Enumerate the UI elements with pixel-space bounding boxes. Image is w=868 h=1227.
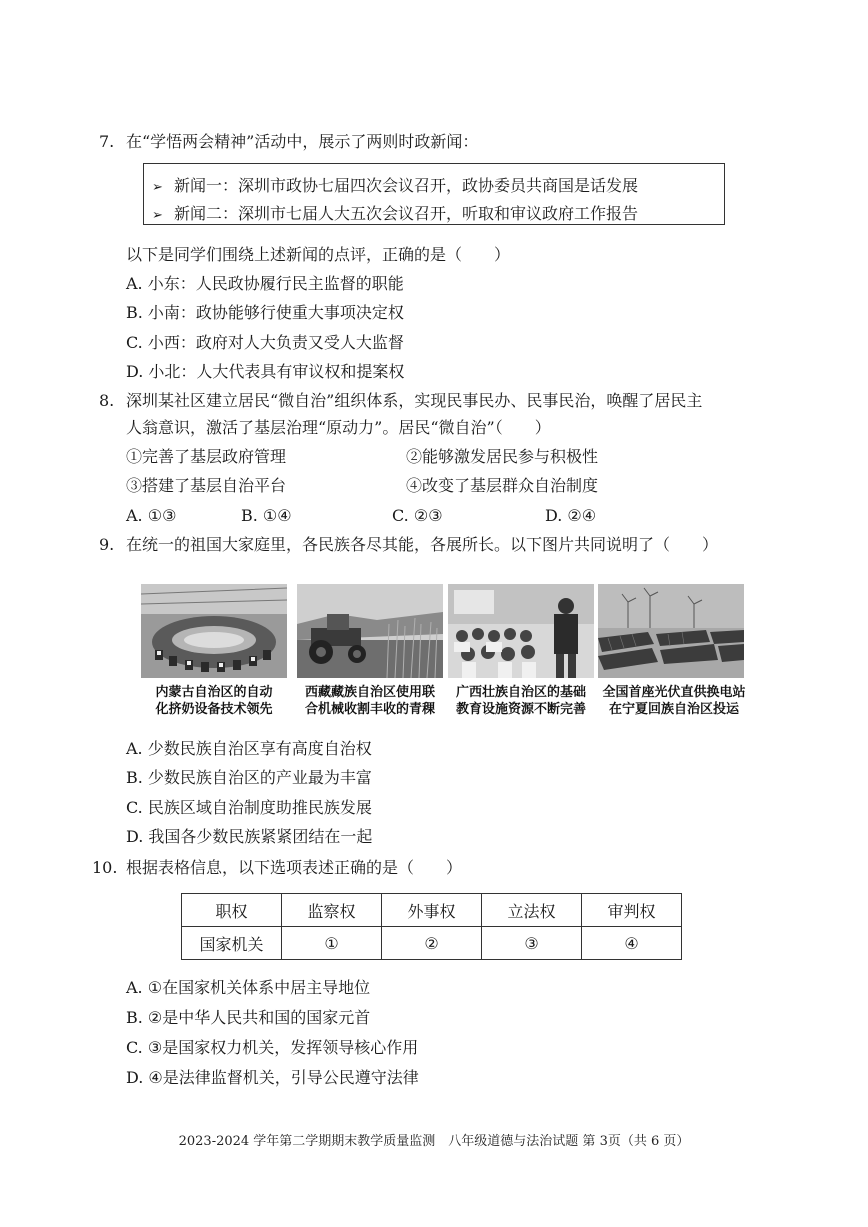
photo-caption: 广西壮族自治区的基础 教育设施资源不断完善 [455, 685, 586, 717]
photo-caption: 内蒙古自治区的自动 化挤奶设备技术领先 [155, 685, 273, 717]
photo-harvester [297, 584, 443, 678]
question-stem: 人翁意识，激活了基层治理“原动力”。居民“微自治”（ ） [126, 418, 551, 437]
table-cell: ④ [582, 927, 682, 960]
question-number: 9. [99, 535, 115, 554]
table-cell: ② [382, 927, 482, 960]
table-cell: ① [282, 927, 382, 960]
table-cell: 外事权 [382, 894, 482, 927]
option-a[interactable]: A. ①③ [126, 506, 177, 525]
option-c[interactable]: C. 小西：政府对人大负责又受人大监督 [126, 333, 404, 352]
photo-caption: 西藏藏族自治区使用联 合机械收割丰收的青稞 [304, 685, 435, 717]
table-cell: 职权 [182, 894, 282, 927]
photo-classroom [448, 584, 594, 678]
page-footer: 2023-2024 学年第二学期期末教学质量监测 八年级道德与法治试题 第 3页（共 6 页） [178, 1134, 690, 1149]
statement-4: ④改变了基层群众自治制度 [406, 476, 599, 495]
news-item: ➢ 新闻一：深圳市政协七届四次会议召开，政协委员共商国是话发展 [152, 176, 639, 195]
option-d[interactable]: D. ②④ [545, 506, 597, 525]
question-stem: 深圳某社区建立居民“微自治”组织体系，实现民事民办、民事民治，唤醒了居民主 [126, 391, 703, 410]
option-c[interactable]: C. ③是国家权力机关，发挥领导核心作用 [126, 1038, 419, 1057]
table-cell: ③ [482, 927, 582, 960]
option-c[interactable]: C. ②③ [392, 506, 443, 525]
question-stem: 在统一的祖国大家庭里，各民族各尽其能，各展所长。以下图片共同说明了（ ） [126, 535, 719, 554]
photo-milking-parlor [141, 584, 287, 678]
question-prompt: 以下是同学们围绕上述新闻的点评，正确的是（ ） [126, 245, 511, 264]
statement-3: ③搭建了基层自治平台 [126, 476, 287, 495]
option-a[interactable]: A. 小东：人民政协履行民主监督的职能 [126, 274, 404, 293]
option-d[interactable]: D. ④是法律监督机关，引导公民遵守法律 [126, 1068, 419, 1087]
statement-1: ①完善了基层政府管理 [126, 447, 287, 466]
news-item: ➢ 新闻二：深圳市七届人大五次会议召开，听取和审议政府工作报告 [152, 204, 639, 223]
option-a[interactable]: A. 少数民族自治区享有高度自治权 [126, 739, 372, 758]
table-header-row [182, 894, 682, 927]
arrow-bullet-icon: ➢ [152, 208, 163, 223]
news-box [143, 163, 725, 225]
photo-caption: 全国首座光伏直供换电站 在宁夏回族自治区投运 [602, 685, 746, 717]
option-c[interactable]: C. 民族区域自治制度助推民族发展 [126, 798, 372, 817]
option-d[interactable]: D. 小北：人大代表具有审议权和提案权 [126, 362, 405, 381]
photo-solar-station [598, 584, 744, 678]
option-d[interactable]: D. 我国各少数民族紧紧团结在一起 [126, 827, 373, 846]
option-b[interactable]: B. 少数民族自治区的产业最为丰富 [126, 768, 372, 787]
option-b[interactable]: B. 小南：政协能够行使重大事项决定权 [126, 303, 404, 322]
option-a[interactable]: A. ①在国家机关体系中居主导地位 [126, 978, 371, 997]
table-row [182, 927, 682, 960]
question-number: 7. [99, 132, 115, 151]
table-cell: 立法权 [482, 894, 582, 927]
arrow-bullet-icon: ➢ [152, 180, 163, 195]
question-number: 10. [92, 858, 118, 877]
table-cell: 国家机关 [182, 927, 282, 960]
table-cell: 审判权 [582, 894, 682, 927]
question-stem: 在“学悟两会精神”活动中，展示了两则时政新闻： [126, 132, 479, 151]
question-number: 8. [99, 391, 115, 410]
table-cell: 监察权 [282, 894, 382, 927]
question-stem: 根据表格信息，以下选项表述正确的是（ ） [126, 858, 463, 877]
option-b[interactable]: B. ②是中华人民共和国的国家元首 [126, 1008, 371, 1027]
statement-2: ②能够激发居民参与积极性 [406, 447, 599, 466]
powers-table [181, 893, 682, 960]
option-b[interactable]: B. ①④ [241, 506, 292, 525]
